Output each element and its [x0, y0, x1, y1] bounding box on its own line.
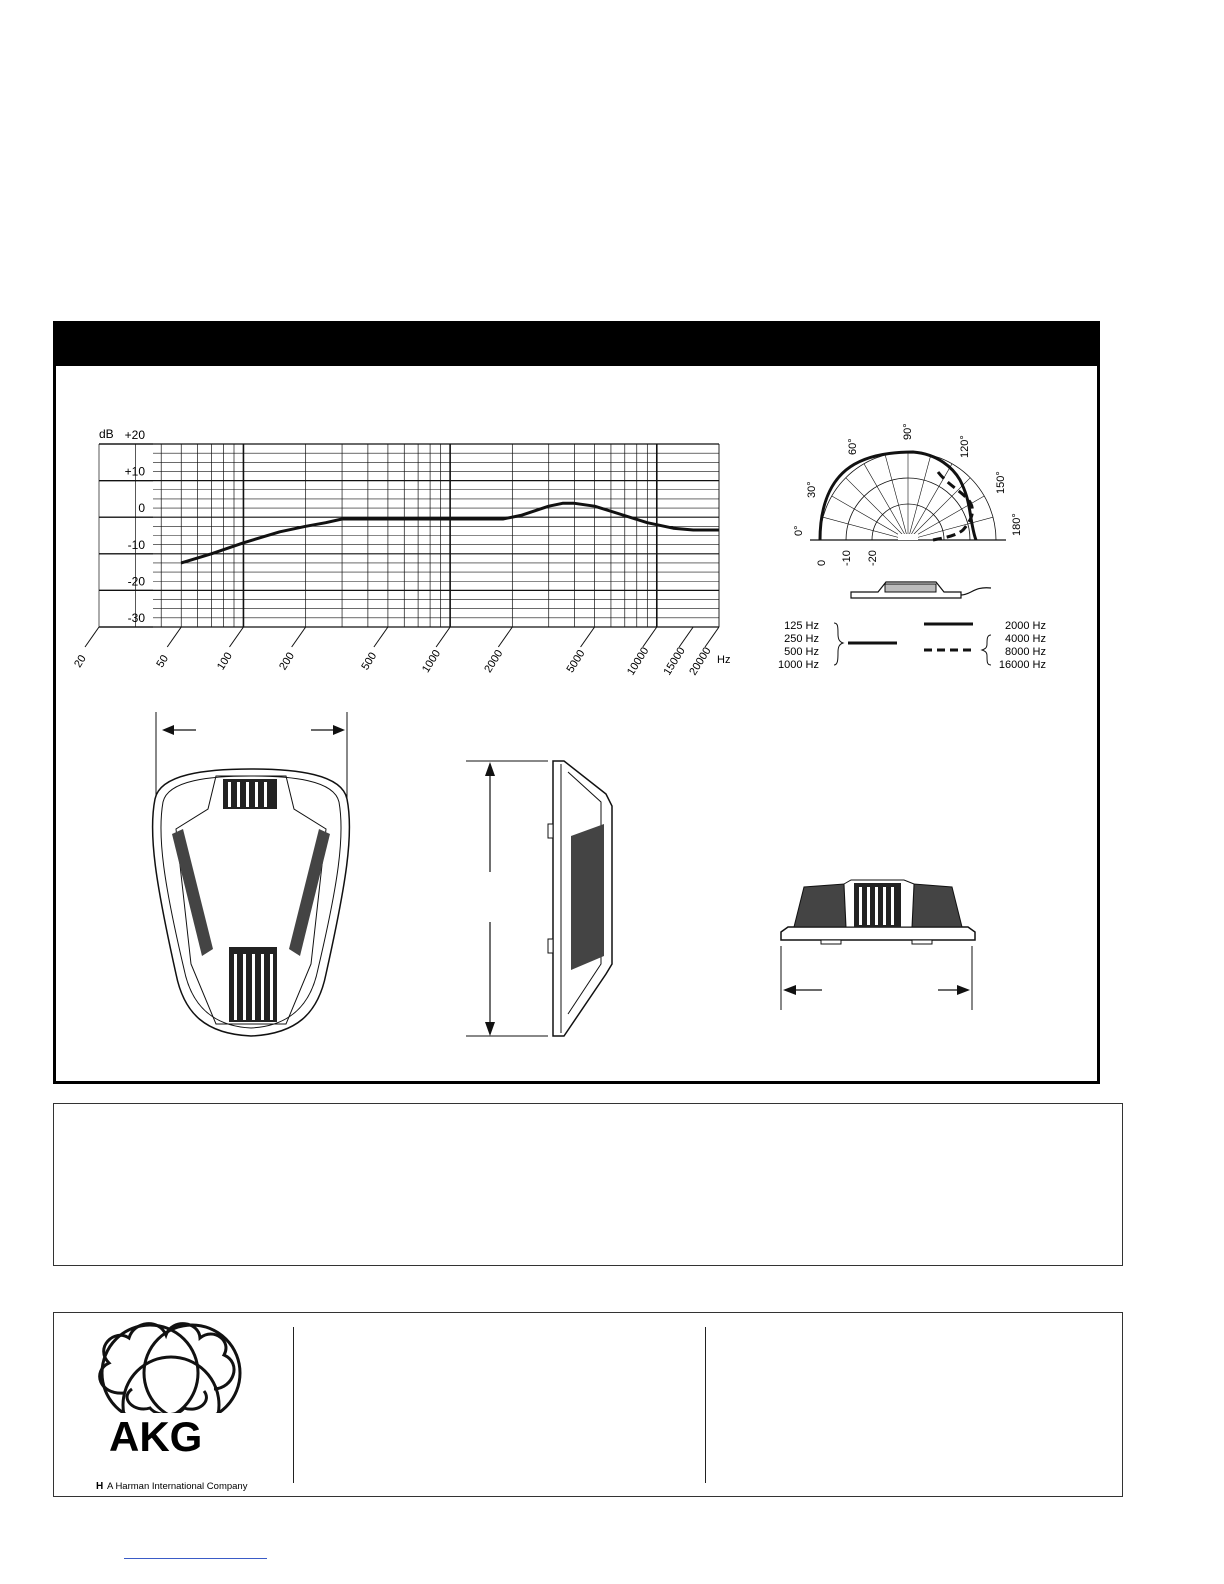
fr-x-tick-label: 20	[72, 653, 89, 670]
fr-x-tick-mark	[292, 627, 306, 647]
fr-x-tick-mark	[374, 627, 388, 647]
polar-angle-0: 0°	[793, 525, 805, 536]
fr-y-unit: dB	[99, 427, 114, 441]
akg-wordmark: AKG	[109, 1413, 203, 1460]
polar-legend	[778, 620, 1046, 671]
fr-x-tick-mark	[679, 627, 693, 647]
footer-divider-left	[293, 1327, 294, 1483]
notes-box	[53, 1103, 1123, 1266]
fr-y-tick-label: -30	[127, 611, 145, 625]
fr-x-tick-label: 5000	[564, 647, 588, 675]
legend-right-16000: 16000 Hz	[998, 659, 1046, 671]
polar-ring-10: -10	[841, 550, 853, 566]
polar-spoke	[908, 455, 931, 540]
fr-y-tick-label: 0	[138, 501, 145, 516]
legend-right-2000: 2000 Hz	[1005, 620, 1046, 632]
legend-right-8000: 8000 Hz	[1005, 646, 1046, 658]
legend-left-1000: 1000 Hz	[778, 659, 819, 671]
microphone-side-view	[466, 761, 612, 1036]
fr-x-tick-label: 2000	[482, 647, 506, 675]
polar-spoke	[885, 455, 908, 540]
fr-x-tick-mark	[436, 627, 450, 647]
harman-tagline: A Harman International Company	[107, 1481, 248, 1492]
polar-spoke	[864, 464, 908, 540]
fr-y-tick-label: -10	[127, 537, 145, 552]
fr-x-tick-mark	[643, 627, 657, 647]
polar-angle-180: 180°	[1011, 513, 1023, 536]
polar-spoke	[823, 517, 908, 540]
fr-x-tick-label: 100	[214, 650, 235, 673]
fr-x-tick-mark	[85, 627, 99, 647]
harman-mark: H	[96, 1481, 104, 1492]
fr-y-tick-label: +20	[124, 428, 145, 442]
microphone-front-view	[781, 880, 975, 1010]
polar-curve-low	[820, 452, 976, 540]
fr-x-tick-mark	[498, 627, 512, 647]
bottom-link-underline[interactable]	[124, 1558, 267, 1559]
boundary-mic-side-sketch	[851, 582, 991, 598]
legend-left-250: 250 Hz	[784, 633, 819, 645]
footer-divider-right	[705, 1327, 706, 1483]
fr-x-tick-label: 200	[277, 650, 298, 673]
polar-ring-0: 0	[816, 559, 828, 566]
legend-left-125: 125 Hz	[784, 620, 819, 632]
polar-angle-60: 60°	[847, 438, 859, 455]
fr-x-tick-label: 15000	[661, 645, 688, 678]
fr-x-tick-mark	[167, 627, 181, 647]
polar-angle-90: 90°	[902, 423, 914, 440]
fr-y-axis	[125, 428, 146, 625]
fr-x-tick-label: 20000	[687, 645, 714, 678]
fr-x-tick-mark	[229, 627, 243, 647]
fr-x-tick-label: 1000	[420, 647, 444, 675]
specifications-panel	[53, 321, 1100, 1084]
footer-box	[53, 1312, 1123, 1497]
legend-left-500: 500 Hz	[784, 646, 819, 658]
fr-x-tick-label: 50	[154, 653, 172, 670]
legend-right-4000: 4000 Hz	[1005, 633, 1046, 645]
polar-pattern-chart	[793, 423, 1023, 566]
fr-x-tick-label: 500	[359, 650, 380, 673]
fr-x-tick-mark	[705, 627, 719, 647]
fr-x-tick-label: 10000	[625, 645, 652, 678]
polar-center-gap	[898, 534, 918, 540]
polar-angle-120: 120°	[959, 435, 971, 458]
fr-y-tick-label: +10	[124, 464, 145, 479]
fr-x-axis	[72, 627, 719, 678]
polar-spoke	[908, 464, 952, 540]
akg-logo	[54, 1313, 274, 1498]
fr-grid	[99, 444, 719, 627]
polar-angle-150: 150°	[995, 471, 1007, 494]
polar-angle-30: 30°	[806, 481, 818, 498]
microphone-top-view	[153, 712, 350, 1036]
fr-x-tick-mark	[581, 627, 595, 647]
fr-x-unit: Hz	[717, 654, 731, 666]
polar-ring-20: -20	[867, 550, 879, 566]
polar-spoke	[832, 496, 908, 540]
frequency-response-chart	[56, 324, 1097, 1081]
polar-grid	[810, 452, 1006, 540]
polar-spoke	[846, 478, 908, 540]
fr-y-tick-label: -20	[127, 574, 145, 589]
